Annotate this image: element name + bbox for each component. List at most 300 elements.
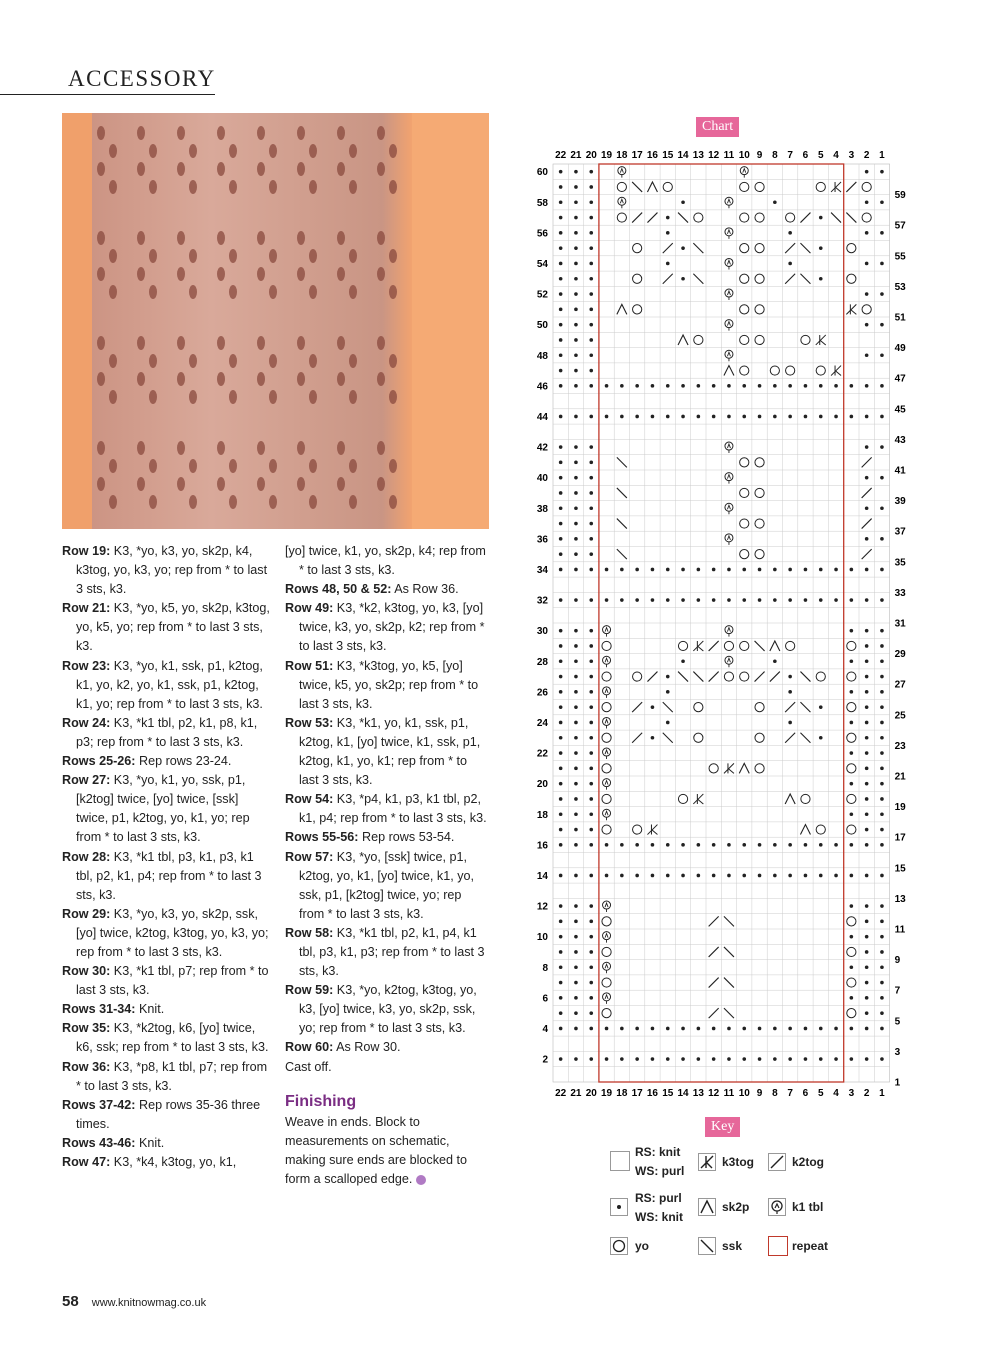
purl-stitch: [850, 384, 854, 388]
row-number: 29: [894, 649, 906, 661]
purl-stitch: [773, 384, 777, 388]
purl-stitch: [574, 751, 578, 755]
sk2p-icon: [698, 1198, 716, 1216]
purl-stitch: [758, 874, 762, 878]
row-number: 6: [542, 993, 548, 1005]
purl-stitch: [559, 338, 563, 342]
purl-stitch: [865, 935, 869, 939]
row-number: 22: [536, 748, 548, 760]
purl-stitch: [788, 262, 792, 266]
key-yo: yo: [635, 1239, 650, 1253]
purl-stitch: [559, 445, 563, 449]
purl-stitch: [681, 1027, 685, 1031]
purl-stitch: [651, 843, 655, 847]
row-number: 52: [536, 289, 548, 301]
purl-stitch: [589, 338, 593, 342]
purl-stitch: [880, 767, 884, 771]
row-number: 55: [894, 251, 906, 263]
row-number: 40: [536, 473, 548, 485]
purl-stitch: [589, 797, 593, 801]
left-instruction: [62, 714, 274, 752]
purl-stitch: [574, 491, 578, 495]
purl-stitch: [880, 904, 884, 908]
column-number: 8: [772, 1088, 778, 1099]
purl-stitch: [804, 598, 808, 602]
purl-stitch: [559, 353, 563, 357]
row-number: 43: [894, 434, 906, 446]
purl-stitch: [865, 629, 869, 633]
right-instruction: [285, 542, 490, 580]
section-header: [0, 60, 215, 95]
column-number: 4: [833, 150, 839, 161]
purl-stitch: [880, 537, 884, 541]
purl-stitch: [819, 384, 823, 388]
purl-stitch: [559, 200, 563, 204]
row-number: 1: [894, 1077, 901, 1089]
row-number: 39: [894, 496, 906, 508]
row-number: 25: [894, 710, 906, 722]
purl-stitch: [880, 445, 884, 449]
column-number: 12: [708, 1088, 720, 1099]
purl-stitch: [834, 1027, 838, 1031]
knit-swatch-icon: [610, 1151, 630, 1171]
row-number: 11: [894, 924, 906, 936]
purl-stitch: [880, 935, 884, 939]
purl-stitch: [865, 537, 869, 541]
column-number: 21: [570, 1088, 582, 1099]
purl-stitch: [819, 246, 823, 250]
column-number: 22: [555, 1088, 567, 1099]
purl-stitch: [880, 950, 884, 954]
purl-stitch: [880, 1027, 884, 1031]
purl-stitch: [850, 1027, 854, 1031]
purl-stitch: [773, 1027, 777, 1031]
purl-stitch: [865, 384, 869, 388]
row-label: Rows 55-56:: [285, 830, 359, 845]
purl-stitch: [880, 353, 884, 357]
purl-stitch: [834, 1057, 838, 1061]
column-number: 5: [817, 150, 824, 161]
purl-stitch: [635, 1057, 639, 1061]
row-number: 31: [894, 618, 906, 630]
purl-stitch: [880, 828, 884, 832]
purl-stitch: [574, 506, 578, 510]
purl-stitch: [865, 751, 869, 755]
purl-stitch: [804, 874, 808, 878]
left-instruction: [62, 599, 274, 656]
purl-stitch: [681, 659, 685, 663]
row-text: K3, *k1, yo, k1, ssk, p1, k2tog, k1, [yo] twice, k1, ssk, p1, k2tog, k1, yo, k1; rep from * to last 3 sts, k3.: [299, 715, 481, 788]
purl-stitch: [865, 568, 869, 572]
yarn-ball-icon: [416, 1175, 426, 1185]
purl-stitch: [620, 598, 624, 602]
row-text: [yo] twice, k1, yo, sk2p, k4; rep from * to last 3 sts, k3.: [285, 544, 486, 578]
purl-stitch: [574, 200, 578, 204]
purl-stitch: [559, 1057, 563, 1061]
k2tog-icon: [768, 1153, 786, 1171]
right-instruction: [285, 580, 490, 599]
purl-stitch: [819, 874, 823, 878]
row-text: K3, *k4, k3tog, yo, k1,: [110, 1155, 237, 1169]
purl-stitch: [681, 246, 685, 250]
purl-stitch: [559, 874, 563, 878]
purl-stitch: [850, 843, 854, 847]
purl-stitch: [727, 874, 731, 878]
column-number: 6: [802, 150, 809, 161]
purl-stitch: [559, 705, 563, 709]
purl-stitch: [666, 568, 670, 572]
purl-stitch: [589, 231, 593, 235]
purl-stitch: [589, 751, 593, 755]
purl-stitch: [620, 1057, 624, 1061]
row-label: Row 57:: [285, 849, 334, 864]
purl-stitch: [865, 1027, 869, 1031]
purl-stitch: [773, 415, 777, 419]
row-label: Row 23:: [62, 658, 111, 673]
purl-stitch: [880, 568, 884, 572]
purl-stitch: [865, 231, 869, 235]
purl-stitch: [758, 843, 762, 847]
row-label: Rows 43-46:: [62, 1135, 136, 1150]
purl-stitch: [681, 200, 685, 204]
purl-stitch: [742, 843, 746, 847]
purl-stitch: [574, 552, 578, 556]
purl-stitch: [819, 1057, 823, 1061]
purl-stitch: [574, 1011, 578, 1015]
left-instruction: [62, 752, 274, 771]
purl-stitch: [589, 277, 593, 281]
column-number: 16: [646, 1088, 659, 1099]
purl-stitch: [681, 598, 685, 602]
purl-stitch: [850, 904, 854, 908]
purl-stitch: [574, 721, 578, 725]
purl-stitch: [559, 369, 563, 373]
purl-stitch: [865, 996, 869, 1000]
purl-stitch: [773, 568, 777, 572]
row-text: Rep rows 23-24.: [135, 754, 232, 769]
row-number: 7: [894, 985, 901, 997]
right-instruction: [285, 714, 490, 790]
purl-stitch: [850, 659, 854, 663]
purl-stitch: [788, 874, 792, 878]
row-label: Row 29:: [62, 906, 111, 921]
purl-stitch: [589, 170, 593, 174]
lace-swatch-photo: [62, 113, 489, 529]
purl-stitch: [758, 384, 762, 388]
purl-stitch: [589, 812, 593, 816]
purl-stitch: [559, 185, 563, 189]
purl-stitch: [574, 675, 578, 679]
purl-stitch: [773, 843, 777, 847]
purl-stitch: [589, 185, 593, 189]
purl-stitch: [574, 965, 578, 969]
row-text: Rep rows 53-54.: [358, 830, 455, 845]
purl-stitch: [559, 736, 563, 740]
row-label: Row 59:: [285, 983, 334, 998]
column-number: 2: [863, 150, 870, 161]
row-text: K3, *p4, k1, p3, k1 tbl, p2, k1, p4; rep from * to last 3 sts, k3.: [299, 792, 487, 826]
column-number: 7: [787, 150, 793, 161]
row-label: Row 28:: [62, 849, 111, 864]
purl-stitch: [880, 751, 884, 755]
row-number: 10: [536, 932, 548, 944]
purl-stitch: [758, 1027, 762, 1031]
row-number: 56: [536, 228, 548, 240]
purl-stitch: [589, 491, 593, 495]
row-number: 59: [894, 190, 906, 202]
purl-stitch: [589, 1011, 593, 1015]
purl-stitch: [559, 797, 563, 801]
purl-stitch: [850, 751, 854, 755]
purl-stitch: [589, 659, 593, 663]
purl-stitch: [574, 353, 578, 357]
right-instruction: [285, 828, 490, 847]
column-number: 1: [879, 150, 885, 161]
purl-stitch: [697, 598, 701, 602]
purl-stitch: [666, 1057, 670, 1061]
row-text: K3, *p8, k1 tbl, p7; rep from * to last 3 sts, k3.: [76, 1059, 268, 1093]
purl-stitch: [651, 736, 655, 740]
purl-stitch: [589, 246, 593, 250]
row-number: 28: [536, 656, 548, 668]
row-label: Row 49:: [285, 601, 334, 616]
purl-stitch: [865, 782, 869, 786]
purl-stitch: [574, 874, 578, 878]
purl-stitch: [880, 262, 884, 266]
purl-stitch: [559, 506, 563, 510]
column-number: 11: [723, 1088, 735, 1099]
purl-stitch: [697, 568, 701, 572]
row-number: 45: [894, 404, 906, 416]
row-label: Row 21:: [62, 601, 111, 616]
purl-stitch: [880, 675, 884, 679]
row-label: Row 35:: [62, 1021, 111, 1036]
row-label: Row 58:: [285, 925, 334, 940]
column-number: 13: [692, 150, 704, 161]
row-label: Row 30:: [62, 964, 111, 979]
purl-stitch: [666, 1027, 670, 1031]
purl-stitch: [559, 292, 563, 296]
purl-stitch: [758, 598, 762, 602]
purl-stitch: [559, 981, 563, 985]
key-purl-ws: WS: knit: [635, 1210, 683, 1224]
purl-stitch: [559, 231, 563, 235]
column-number: 4: [833, 1088, 839, 1099]
purl-stitch: [865, 292, 869, 296]
row-number: 44: [536, 411, 548, 423]
purl-stitch: [559, 751, 563, 755]
row-number: 51: [894, 312, 906, 324]
column-number: 10: [738, 150, 750, 161]
purl-stitch: [666, 384, 670, 388]
purl-stitch: [865, 920, 869, 924]
purl-stitch: [865, 506, 869, 510]
purl-stitch: [666, 690, 670, 694]
purl-stitch: [635, 598, 639, 602]
k3tog-icon: [698, 1153, 716, 1171]
purl-stitch: [850, 721, 854, 725]
purl-stitch: [589, 552, 593, 556]
purl-stitch: [712, 1027, 716, 1031]
purl-stitch: [574, 996, 578, 1000]
purl-stitch: [788, 415, 792, 419]
purl-stitch: [865, 200, 869, 204]
purl-stitch: [666, 843, 670, 847]
purl-stitch: [574, 537, 578, 541]
purl-stitch: [880, 644, 884, 648]
purl-stitch: [605, 843, 609, 847]
purl-stitch: [666, 874, 670, 878]
purl-stitch: [758, 1057, 762, 1061]
row-number: 46: [536, 381, 548, 393]
purl-stitch: [788, 843, 792, 847]
purl-stitch: [865, 736, 869, 740]
row-text: Knit.: [135, 1135, 165, 1150]
purl-stitch: [697, 415, 701, 419]
row-number: 18: [536, 809, 548, 821]
purl-stitch: [850, 690, 854, 694]
purl-stitch: [880, 690, 884, 694]
purl-stitch: [589, 904, 593, 908]
purl-stitch: [574, 522, 578, 526]
row-text: K3, *k2tog, k6, [yo] twice, k6, ssk; rep from * to last 3 sts, k3.: [76, 1021, 269, 1055]
purl-stitch: [727, 415, 731, 419]
purl-stitch: [727, 1027, 731, 1031]
purl-stitch: [850, 415, 854, 419]
purl-stitch: [589, 965, 593, 969]
purl-stitch: [880, 996, 884, 1000]
row-text: K3, *k1 tbl, p7; rep from * to last 3 sts, k3.: [76, 964, 269, 998]
row-text: As Row 30.: [333, 1040, 401, 1055]
row-number: 48: [536, 350, 548, 362]
purl-stitch: [880, 598, 884, 602]
purl-stitch: [574, 736, 578, 740]
purl-stitch: [880, 323, 884, 327]
purl-stitch: [697, 874, 701, 878]
purl-stitch: [574, 384, 578, 388]
purl-stitch: [589, 996, 593, 1000]
purl-stitch: [880, 920, 884, 924]
key-k1tbl: k1 tbl: [792, 1200, 824, 1214]
row-number: 32: [536, 595, 548, 607]
column-number: 16: [646, 150, 659, 161]
row-label: Row 53:: [285, 715, 334, 730]
purl-stitch: [574, 904, 578, 908]
row-number: 42: [536, 442, 548, 454]
purl-stitch: [589, 323, 593, 327]
repeat-swatch-icon: [768, 1236, 788, 1256]
purl-stitch: [865, 904, 869, 908]
purl-stitch: [865, 476, 869, 480]
purl-stitch: [574, 277, 578, 281]
purl-stitch: [804, 384, 808, 388]
purl-stitch: [865, 675, 869, 679]
purl-stitch: [574, 659, 578, 663]
purl-stitch: [589, 935, 593, 939]
purl-stitch: [574, 415, 578, 419]
purl-stitch: [804, 415, 808, 419]
purl-stitch: [865, 797, 869, 801]
purl-stitch: [559, 384, 563, 388]
k1-tbl-icon: [768, 1198, 786, 1216]
purl-stitch: [574, 369, 578, 373]
key-title: Key: [705, 1117, 740, 1137]
purl-stitch: [681, 843, 685, 847]
column-number: 14: [677, 1088, 689, 1099]
row-number: 2: [542, 1054, 548, 1066]
purl-stitch: [865, 812, 869, 816]
column-number: 20: [585, 150, 597, 161]
key-k3tog: k3tog: [722, 1155, 755, 1169]
purl-stitch: [865, 950, 869, 954]
purl-stitch: [880, 812, 884, 816]
row-number: 4: [542, 1023, 548, 1035]
purl-stitch: [865, 1011, 869, 1015]
column-number: 15: [662, 1088, 674, 1099]
purl-stitch: [605, 1027, 609, 1031]
row-number: 38: [536, 503, 548, 515]
purl-stitch: [666, 721, 670, 725]
purl-stitch: [635, 1027, 639, 1031]
left-instruction: [62, 1096, 274, 1134]
purl-stitch: [559, 828, 563, 832]
purl-stitch: [681, 384, 685, 388]
purl-stitch: [559, 812, 563, 816]
purl-stitch: [635, 843, 639, 847]
row-text: Rep rows 35-36 three times.: [76, 1097, 261, 1131]
column-number: 15: [662, 150, 674, 161]
purl-stitch: [865, 874, 869, 878]
purl-stitch: [574, 1027, 578, 1031]
purl-stitch: [559, 782, 563, 786]
purl-stitch: [865, 353, 869, 357]
purl-stitch: [819, 568, 823, 572]
purl-stitch: [559, 308, 563, 312]
row-number: 36: [536, 534, 548, 546]
chart-title: Chart: [696, 117, 739, 137]
purl-stitch: [574, 782, 578, 786]
purl-stitch: [605, 598, 609, 602]
key-knit-rs: RS: knit: [635, 1145, 681, 1159]
purl-stitch: [574, 1057, 578, 1061]
section-title: ACCESSORY: [68, 66, 216, 91]
column-number: 18: [616, 1088, 628, 1099]
purl-stitch: [834, 843, 838, 847]
purl-stitch: [788, 1057, 792, 1061]
purl-stitch: [788, 384, 792, 388]
purl-stitch: [559, 1027, 563, 1031]
row-number: 23: [894, 740, 906, 752]
purl-stitch: [788, 675, 792, 679]
purl-stitch: [850, 598, 854, 602]
purl-stitch: [651, 874, 655, 878]
purl-stitch: [559, 323, 563, 327]
column-number: 21: [570, 150, 582, 161]
knitted-lace-image: [62, 113, 489, 529]
purl-stitch: [574, 629, 578, 633]
key-sk2p: sk2p: [722, 1200, 750, 1214]
column-number: 6: [802, 1088, 809, 1099]
purl-stitch: [589, 476, 593, 480]
purl-stitch: [865, 598, 869, 602]
purl-stitch: [819, 705, 823, 709]
right-instruction: [285, 599, 490, 656]
purl-stitch: [589, 369, 593, 373]
purl-stitch: [559, 675, 563, 679]
purl-stitch: [880, 231, 884, 235]
column-number: 20: [585, 1088, 597, 1099]
row-number: 16: [536, 840, 548, 852]
